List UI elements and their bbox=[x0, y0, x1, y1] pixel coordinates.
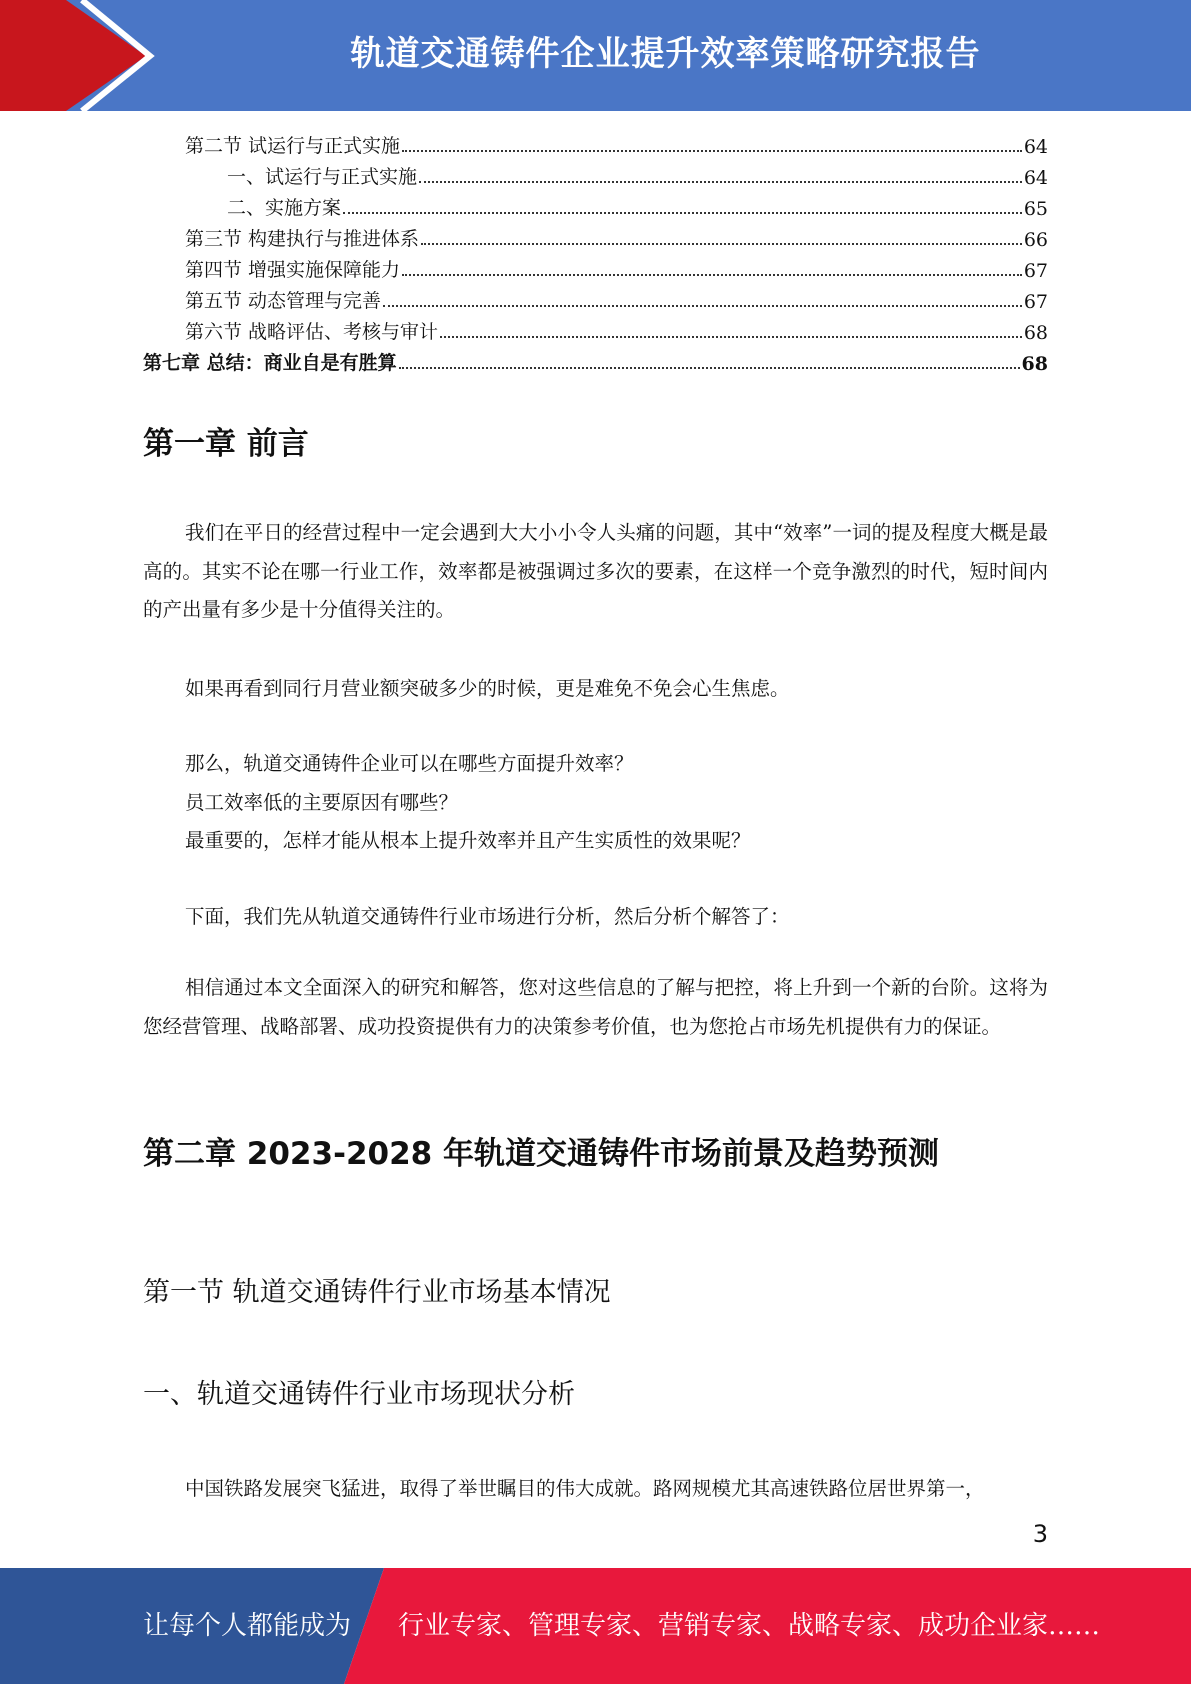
toc-entry-label: 一、试运行与正式实施 bbox=[227, 166, 418, 188]
toc-entry-label: 第二节 试运行与正式实施 bbox=[185, 135, 401, 157]
toc-entry-page: 64 bbox=[1023, 136, 1048, 158]
chapter1-question-3: 最重要的，怎样才能从根本上提升效率并且产生实质性的效果呢？ bbox=[185, 829, 751, 852]
toc-entry[interactable] bbox=[143, 344, 1048, 375]
toc-entry-page: 67 bbox=[1023, 260, 1048, 282]
chapter2-section1-heading: 第一节 轨道交通铸件行业市场基本情况 bbox=[143, 1277, 611, 1308]
toc-entry-label: 第四节 增强实施保障能力 bbox=[185, 259, 401, 281]
toc-entry[interactable] bbox=[143, 127, 1048, 158]
toc-entry[interactable] bbox=[143, 251, 1048, 282]
toc-entry-page: 66 bbox=[1023, 229, 1048, 251]
chapter2-heading: 第二章 2023-2028 年轨道交通铸件市场前景及趋势预测 bbox=[143, 1136, 940, 1172]
chapter2-subsection1-heading: 一、轨道交通铸件行业市场现状分析 bbox=[143, 1379, 575, 1410]
toc-leader-dots bbox=[419, 180, 1022, 183]
chapter1-question-2: 员工效率低的主要原因有哪些？ bbox=[185, 791, 459, 814]
chapter1-paragraph-3: 下面，我们先从轨道交通铸件行业市场进行分析，然后分析个解答了： bbox=[185, 905, 790, 928]
toc-entry-page: 67 bbox=[1023, 291, 1048, 313]
toc-leader-dots bbox=[383, 304, 1022, 307]
toc-entry-label: 第六节 战略评估、考核与审计 bbox=[185, 321, 439, 343]
toc-entry-label: 第五节 动态管理与完善 bbox=[185, 290, 382, 312]
toc-entry[interactable] bbox=[143, 313, 1048, 344]
toc-entry-page: 68 bbox=[1023, 322, 1048, 344]
chapter2-paragraph-1: 中国铁路发展突飞猛进，取得了举世瞩目的伟大成就。路网规模尤其高速铁路位居世界第一， bbox=[185, 1477, 985, 1500]
toc-leader-dots bbox=[421, 242, 1022, 245]
page-footer bbox=[0, 1568, 1191, 1684]
toc-entry-label: 第三节 构建执行与推进体系 bbox=[185, 228, 420, 250]
toc-leader-dots bbox=[399, 366, 1020, 369]
toc-entry[interactable] bbox=[143, 158, 1048, 189]
chapter1-question-1: 那么，轨道交通铸件企业可以在哪些方面提升效率？ bbox=[185, 752, 634, 775]
page-number: 3 bbox=[1032, 1520, 1048, 1548]
chapter1-paragraph-1: 我们在平日的经营过程中一定会遇到大大小小令人头痛的问题，其中“效率”一词的提及程度大概是最高的。其实不论在哪一行业工作，效率都是被强调过多次的要素，在这样一个竞争激烈的时代，短时间内的产出量有多少是十分值得关注的。 bbox=[143, 521, 1048, 621]
toc-entry-page: 68 bbox=[1021, 353, 1048, 375]
toc-leader-dots bbox=[440, 335, 1022, 338]
toc-entry-label: 二、实施方案 bbox=[227, 197, 342, 219]
toc-entry-page: 65 bbox=[1023, 198, 1048, 220]
chapter1-heading: 第一章 前言 bbox=[143, 426, 309, 462]
toc-entry[interactable] bbox=[143, 189, 1048, 220]
toc-entry[interactable] bbox=[143, 282, 1048, 313]
toc-leader-dots bbox=[343, 211, 1022, 214]
toc-entry-page: 64 bbox=[1023, 167, 1048, 189]
toc-leader-dots bbox=[402, 273, 1022, 276]
footer-slogan-right: 行业专家、管理专家、营销专家、战略专家、成功企业家…… bbox=[398, 1611, 1101, 1641]
footer-slogan-left: 让每个人都能成为 bbox=[143, 1611, 352, 1641]
toc-leader-dots bbox=[402, 149, 1022, 152]
chapter1-paragraph-2: 如果再看到同行月营业额突破多少的时候，更是难免不免会心生焦虑。 bbox=[185, 677, 790, 700]
report-title: 轨道交通铸件企业提升效率策略研究报告 bbox=[350, 34, 981, 74]
chapter1-paragraph-4: 相信通过本文全面深入的研究和解答，您对这些信息的了解与把控，将上升到一个新的台阶。这将为您经营管理、战略部署、成功投资提供有力的决策参考价值，也为您抢占市场先机提供有力的保证。 bbox=[143, 976, 1048, 1038]
page-header bbox=[0, 0, 1191, 111]
toc-entry-label: 第七章 总结：商业自是有胜算 bbox=[143, 352, 397, 374]
toc-entry[interactable] bbox=[143, 220, 1048, 251]
